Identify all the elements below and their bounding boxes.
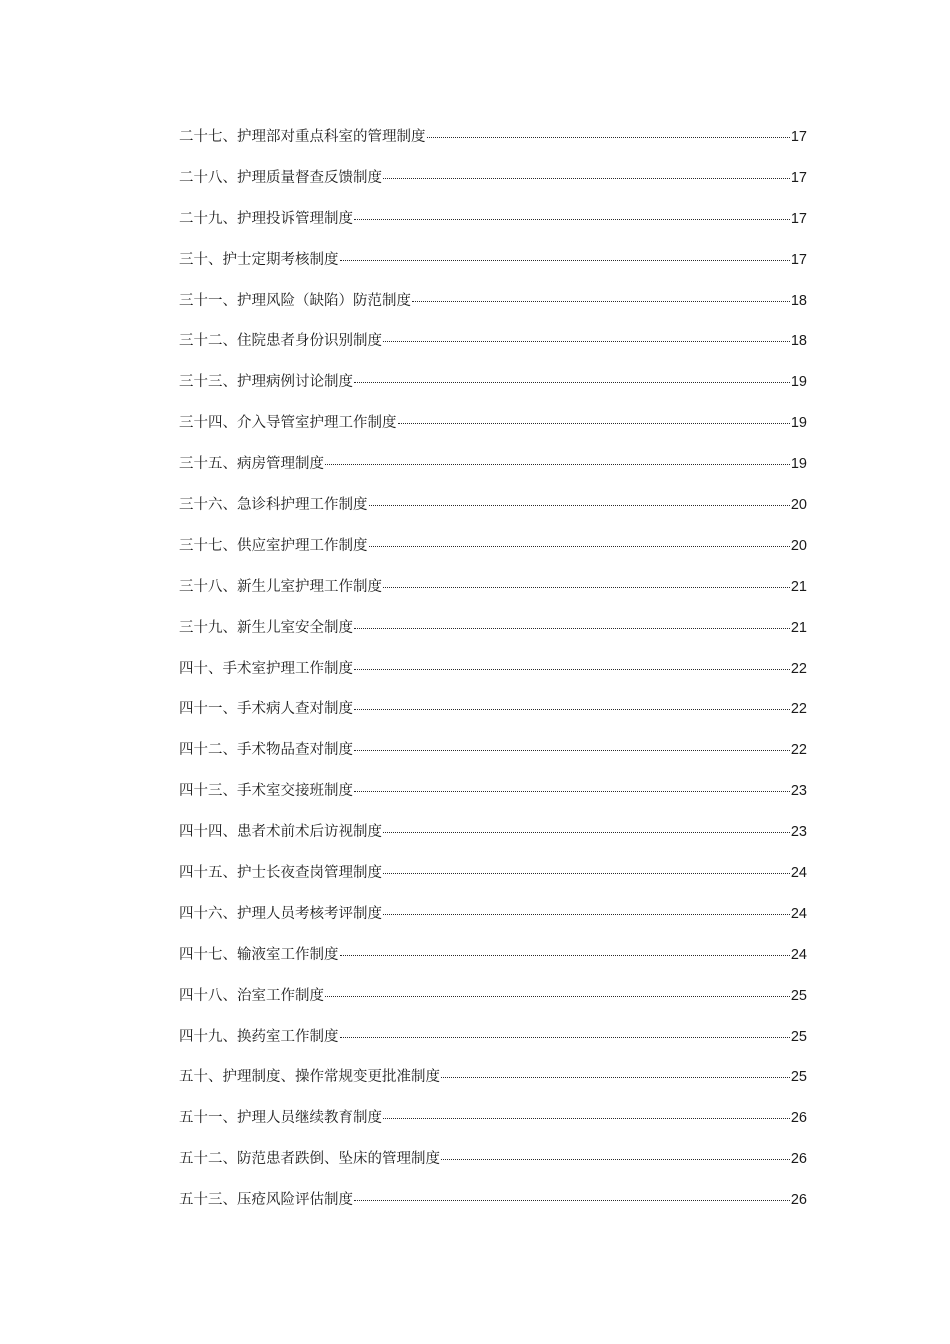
toc-entry[interactable] [179,1148,807,1189]
toc-dot-leader [398,423,790,424]
toc-dot-leader [383,914,790,915]
toc-entry[interactable] [179,290,807,331]
toc-entry[interactable] [179,1107,807,1148]
toc-entry-title: 三十六、急诊科护理工作制度 [179,497,368,514]
toc-dot-leader [383,873,790,874]
toc-dot-leader [383,178,790,179]
toc-page-number: 17 [790,251,807,268]
toc-entry-title: 四十七、输液室工作制度 [179,946,339,963]
toc-page-number: 25 [790,1069,807,1086]
toc-entry-title: 三十一、护理风险（缺陷）防范制度 [179,292,411,309]
toc-page-number: 23 [790,783,807,800]
toc-dot-leader [441,1077,790,1078]
toc-page-number: 21 [790,578,807,595]
toc-entry[interactable] [179,617,807,658]
toc-dot-leader [340,1037,790,1038]
toc-entry-title: 二十七、护理部对重点科室的管理制度 [179,129,426,145]
toc-page-number: 24 [790,946,807,963]
toc-entry[interactable] [179,208,807,249]
toc-dot-leader [441,1159,790,1160]
toc-entry-title: 四十三、手术室交接班制度 [179,783,353,800]
toc-entry-title: 三十三、护理病例讨论制度 [179,374,353,391]
toc-dot-leader [354,669,790,670]
toc-page-number: 26 [790,1192,807,1209]
toc-entry[interactable] [179,1026,807,1067]
toc-entry[interactable] [179,371,807,412]
toc-page-number: 20 [790,537,807,554]
toc-dot-leader [340,260,790,261]
toc-entry[interactable] [179,412,807,453]
toc-page-number: 22 [790,660,807,677]
toc-entry[interactable] [179,330,807,371]
toc-page-number: 18 [790,292,807,309]
toc-dot-leader [369,546,790,547]
toc-dot-leader [354,1200,790,1201]
toc-page-number: 26 [790,1110,807,1127]
toc-dot-leader [340,955,790,956]
toc-page-number: 18 [790,333,807,350]
toc-dot-leader [325,464,790,465]
toc-entry-title: 四十六、护理人员考核考评制度 [179,905,382,922]
toc-entry[interactable] [179,494,807,535]
toc-entry-title: 四十八、治室工作制度 [179,987,324,1004]
toc-page-number: 23 [790,824,807,841]
toc-entry[interactable] [179,1066,807,1107]
toc-entry[interactable] [179,1189,807,1230]
toc-entry-title: 五十三、压疮风险评估制度 [179,1192,353,1209]
toc-page-number: 22 [790,701,807,718]
toc-page-number: 19 [790,374,807,391]
toc-entry[interactable] [179,903,807,944]
toc-page-number: 25 [790,1028,807,1045]
toc-dot-leader [354,709,790,710]
toc-entry-title: 三十九、新生儿室安全制度 [179,619,353,636]
toc-entry-title: 四十五、护士长夜查岗管理制度 [179,865,382,882]
toc-entry[interactable] [179,249,807,290]
toc-dot-leader [383,832,790,833]
toc-entry[interactable] [179,126,807,167]
toc-page-number: 26 [790,1151,807,1168]
toc-entry-title: 四十二、手术物品查对制度 [179,742,353,759]
toc-dot-leader [383,341,790,342]
toc-entry[interactable] [179,944,807,985]
toc-dot-leader [427,137,790,138]
toc-entry[interactable] [179,985,807,1026]
toc-entry[interactable] [179,576,807,617]
toc-entry[interactable] [179,821,807,862]
toc-entry[interactable] [179,780,807,821]
toc-page-number: 25 [790,987,807,1004]
toc-entry-title: 三十、护士定期考核制度 [179,251,339,268]
toc-page-number: 19 [790,456,807,473]
toc-dot-leader [354,628,790,629]
toc-entry-title: 四十、手术室护理工作制度 [179,660,353,677]
toc-entry-title: 三十八、新生儿室护理工作制度 [179,578,382,595]
toc-dot-leader [369,505,790,506]
toc-page-number: 19 [790,415,807,432]
toc-dot-leader [354,219,790,220]
toc-page-number: 20 [790,497,807,514]
toc-entry-title: 五十、护理制度、操作常规变更批准制度 [179,1069,440,1086]
toc-entry[interactable] [179,658,807,699]
toc-entry-title: 五十二、防范患者跌倒、坠床的管理制度 [179,1151,440,1168]
toc-page-number: 22 [790,742,807,759]
toc-dot-leader [383,587,790,588]
toc-dot-leader [354,382,790,383]
toc-entry-title: 三十七、供应室护理工作制度 [179,537,368,554]
toc-entry-title: 四十一、手术病人查对制度 [179,701,353,718]
toc-entry-title: 五十一、护理人员继续教育制度 [179,1110,382,1127]
toc-entry[interactable] [179,739,807,780]
toc-dot-leader [354,791,790,792]
toc-entry-title: 四十九、换药室工作制度 [179,1028,339,1045]
toc-entry[interactable] [179,698,807,739]
toc-entry[interactable] [179,167,807,208]
toc-entry[interactable] [179,535,807,576]
toc-dot-leader [325,996,790,997]
table-of-contents [179,126,807,1230]
toc-page-number: 24 [790,865,807,882]
toc-page-number: 24 [790,905,807,922]
toc-entry[interactable] [179,862,807,903]
toc-page-number: 21 [790,619,807,636]
toc-dot-leader [412,301,790,302]
toc-entry-title: 二十八、护理质量督查反馈制度 [179,169,382,186]
toc-entry-title: 三十二、住院患者身份识别制度 [179,333,382,350]
toc-dot-leader [383,1118,790,1119]
toc-entry-title: 三十五、病房管理制度 [179,456,324,473]
toc-page-number: 17 [790,210,807,227]
toc-dot-leader [354,750,790,751]
toc-entry-title: 二十九、护理投诉管理制度 [179,210,353,227]
toc-page-number: 17 [790,129,807,145]
toc-page-number: 17 [790,169,807,186]
toc-entry[interactable] [179,453,807,494]
toc-entry-title: 四十四、患者术前术后访视制度 [179,824,382,841]
toc-entry-title: 三十四、介入导管室护理工作制度 [179,415,397,432]
